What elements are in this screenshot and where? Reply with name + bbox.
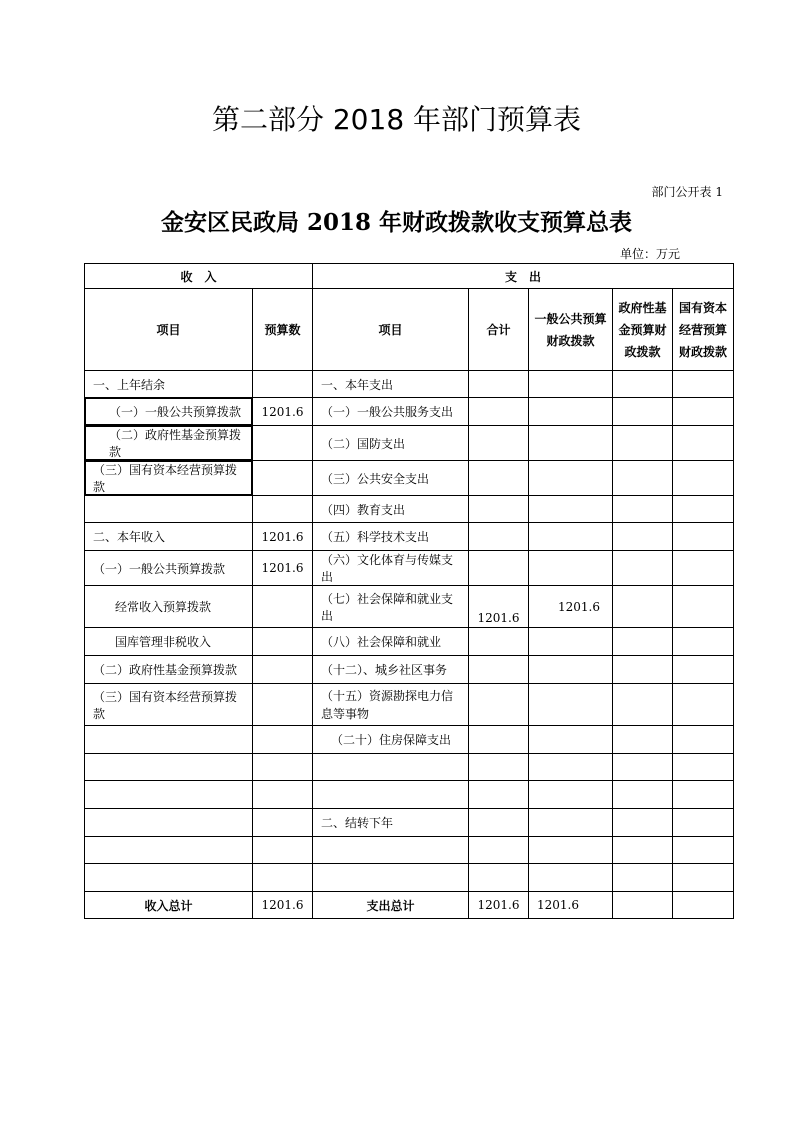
expense-stateop [673, 523, 734, 551]
total-header: 合计 [469, 289, 529, 371]
expense-total [469, 496, 529, 523]
expense-item [313, 754, 469, 781]
table-row [85, 864, 734, 892]
expense-total [469, 656, 529, 684]
income-value: 1201.6 [253, 398, 313, 426]
expense-general [529, 684, 613, 726]
income-value: 1201.6 [253, 523, 313, 551]
expense-general: 1201.6 [529, 586, 613, 628]
income-item [85, 496, 253, 523]
income-value [253, 781, 313, 809]
general-budget-header: 一般公共预算财政拨款 [529, 289, 613, 371]
expense-general [529, 496, 613, 523]
expense-total [469, 754, 529, 781]
expense-item: （二）国防支出 [313, 426, 469, 461]
expense-stateop [673, 586, 734, 628]
expense-item: 一、本年支出 [313, 371, 469, 398]
table-row [85, 496, 734, 523]
totals-row [85, 892, 734, 919]
expense-total [469, 684, 529, 726]
table-row [85, 398, 734, 426]
expense-stateop [673, 754, 734, 781]
table-row [85, 726, 734, 754]
expense-total [469, 837, 529, 864]
expense-general [529, 398, 613, 426]
income-item: （三）国有资本经营预算拨款 [85, 684, 253, 726]
expense-general-total: 1201.6 [529, 892, 613, 919]
expense-govfund [613, 586, 673, 628]
income-value [253, 461, 313, 496]
expense-general [529, 726, 613, 754]
expense-stateop [673, 864, 734, 892]
expense-item: （十二）、城乡社区事务 [313, 656, 469, 684]
income-item [85, 837, 253, 864]
income-value [253, 496, 313, 523]
table-number: 部门公开表 1 [651, 185, 723, 199]
income-item [85, 726, 253, 754]
income-value [253, 837, 313, 864]
expense-govfund [613, 864, 673, 892]
expense-total [469, 628, 529, 656]
expense-stateop [673, 684, 734, 726]
expense-general [529, 837, 613, 864]
expense-stateop [673, 426, 734, 461]
expense-item: （二十）住房保障支出 [313, 726, 469, 754]
expense-general [529, 809, 613, 837]
expense-govfund [613, 781, 673, 809]
income-item: （三）国有资本经营预算拨款 [85, 461, 253, 496]
income-value [253, 628, 313, 656]
expense-general [529, 426, 613, 461]
income-item: 一、上年结余 [85, 371, 253, 398]
expense-item [313, 837, 469, 864]
expense-item: 二、结转下年 [313, 809, 469, 837]
income-header: 收 入 [85, 264, 313, 289]
expense-govfund [613, 628, 673, 656]
expense-stateop [673, 837, 734, 864]
expense-stateop [673, 461, 734, 496]
income-item-header: 项目 [85, 289, 253, 371]
expense-stateop [673, 781, 734, 809]
table-row [85, 523, 734, 551]
expense-general [529, 523, 613, 551]
expense-stateop [673, 398, 734, 426]
expense-stateop [673, 371, 734, 398]
expense-total [469, 781, 529, 809]
income-budget-header: 预算数 [253, 289, 313, 371]
table-row [85, 837, 734, 864]
expense-total [469, 864, 529, 892]
income-value [253, 684, 313, 726]
expense-total [469, 523, 529, 551]
expense-stateop-total [673, 892, 734, 919]
income-item: 二、本年收入 [85, 523, 253, 551]
expense-item: （七）社会保障和就业支出 [313, 586, 469, 628]
expense-total [469, 551, 529, 586]
income-value [253, 726, 313, 754]
income-total-value: 1201.6 [253, 892, 313, 919]
main-title: 金安区民政局 2018 年财政拨款收支预算总表 [160, 209, 633, 236]
income-item: 经常收入预算拨款 [85, 586, 253, 628]
expense-general [529, 551, 613, 586]
expense-total [469, 726, 529, 754]
table-row [85, 684, 734, 726]
income-value [253, 809, 313, 837]
expense-stateop [673, 809, 734, 837]
income-value [253, 586, 313, 628]
expense-general [529, 754, 613, 781]
expense-stateop [673, 726, 734, 754]
table-row [85, 656, 734, 684]
expense-govfund [613, 426, 673, 461]
unit-label: 单位：万元 [620, 247, 681, 261]
gov-fund-header: 政府性基金预算财政拨款 [613, 289, 673, 371]
expense-general [529, 628, 613, 656]
expense-govfund [613, 551, 673, 586]
state-capital-header: 国有资本经营预算财政拨款 [673, 289, 734, 371]
budget-table [84, 263, 734, 919]
expense-item: （四）教育支出 [313, 496, 469, 523]
expense-item: （八）社会保障和就业 [313, 628, 469, 656]
expense-total [469, 371, 529, 398]
expense-govfund [613, 754, 673, 781]
expense-stateop [673, 628, 734, 656]
income-value [253, 754, 313, 781]
expense-govfund [613, 809, 673, 837]
income-item [85, 864, 253, 892]
income-value [253, 864, 313, 892]
expense-govfund [613, 837, 673, 864]
table-row [85, 628, 734, 656]
expense-govfund [613, 523, 673, 551]
income-item: （二）政府性基金预算拨款 [85, 656, 253, 684]
income-item: （一）一般公共预算拨款 [85, 398, 253, 426]
expense-item: （五）科学技术支出 [313, 523, 469, 551]
expense-total-value: 1201.6 [469, 892, 529, 919]
expense-item-header: 项目 [313, 289, 469, 371]
expense-item: （一）一般公共服务支出 [313, 398, 469, 426]
expense-total [469, 426, 529, 461]
income-item [85, 809, 253, 837]
expense-stateop [673, 496, 734, 523]
income-item: 国库管理非税收入 [85, 628, 253, 656]
income-total-label: 收入总计 [85, 892, 253, 919]
expense-govfund [613, 726, 673, 754]
table-row [85, 461, 734, 496]
expense-item [313, 781, 469, 809]
expense-general [529, 864, 613, 892]
table-row [85, 551, 734, 586]
expense-govfund [613, 371, 673, 398]
income-item: （二）政府性基金预算拨款 [85, 426, 253, 461]
expense-govfund [613, 684, 673, 726]
expense-stateop [673, 551, 734, 586]
table-row [85, 371, 734, 398]
table-row [85, 426, 734, 461]
expense-govfund [613, 398, 673, 426]
expense-govfund [613, 461, 673, 496]
income-item: （一）一般公共预算拨款 [85, 551, 253, 586]
expense-govfund [613, 656, 673, 684]
expense-stateop [673, 656, 734, 684]
income-value [253, 371, 313, 398]
table-row [85, 586, 734, 628]
expense-item: （三）公共安全支出 [313, 461, 469, 496]
part-title: 第二部分 2018 年部门预算表 [211, 103, 582, 136]
expense-general [529, 781, 613, 809]
expense-govfund [613, 496, 673, 523]
expense-item: （六）文化体育与传媒支出 [313, 551, 469, 586]
table-row [85, 809, 734, 837]
expense-total: 1201.6 [469, 586, 529, 628]
table-row [85, 754, 734, 781]
income-item [85, 781, 253, 809]
expense-general [529, 371, 613, 398]
income-value [253, 426, 313, 461]
income-item [85, 754, 253, 781]
expense-general [529, 656, 613, 684]
income-value: 1201.6 [253, 551, 313, 586]
expense-item: （十五）资源勘探电力信息等事物 [313, 684, 469, 726]
expense-general [529, 461, 613, 496]
income-value [253, 656, 313, 684]
expense-total [469, 461, 529, 496]
expense-header: 支 出 [313, 264, 734, 289]
expense-item [313, 864, 469, 892]
expense-total-label: 支出总计 [313, 892, 469, 919]
table-row [85, 781, 734, 809]
expense-total [469, 809, 529, 837]
expense-govfund-total [613, 892, 673, 919]
expense-total [469, 398, 529, 426]
